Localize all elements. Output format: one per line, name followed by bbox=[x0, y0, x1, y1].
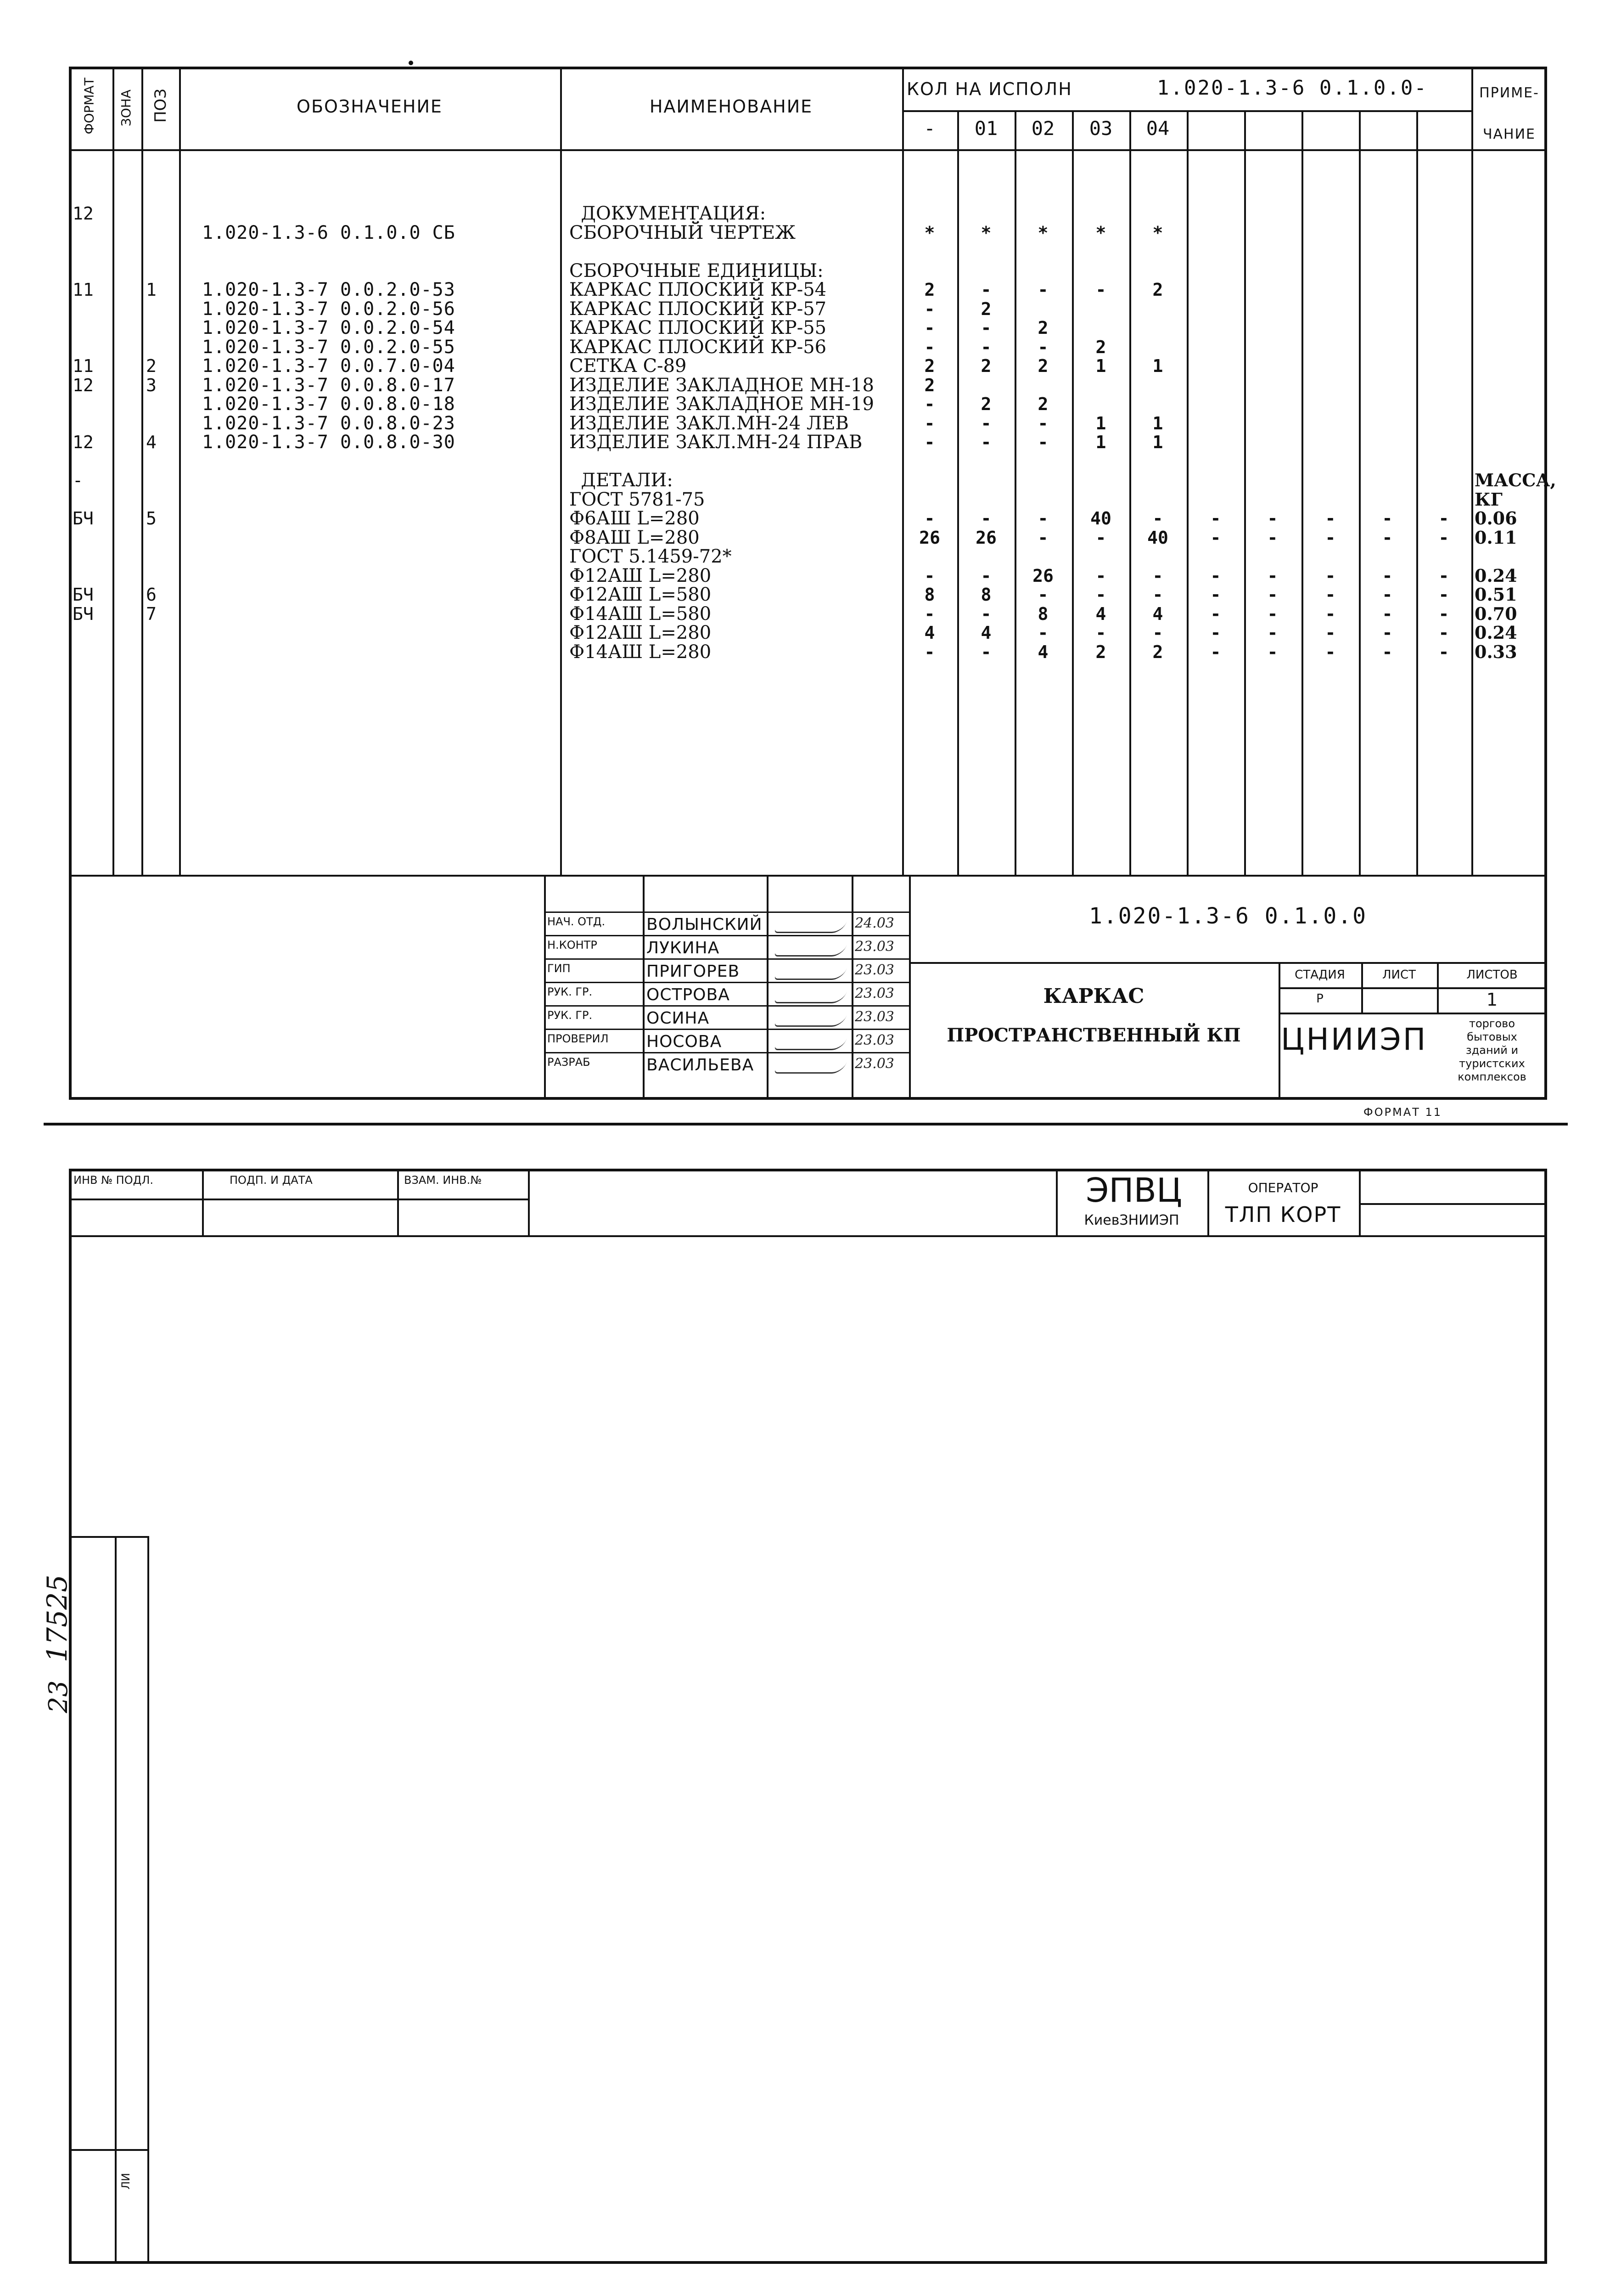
row-name: Ф14АШ L=280 bbox=[569, 642, 712, 663]
sheets-label: ЛИСТОВ bbox=[1466, 968, 1518, 982]
org-description bbox=[1437, 1017, 1547, 1084]
row-qty: - bbox=[1038, 337, 1049, 357]
row-qty: - bbox=[1152, 508, 1163, 529]
row-extra-qty: - bbox=[1325, 508, 1336, 529]
row-designation: 1.020-1.3-7 0.0.2.0-53 bbox=[202, 279, 455, 300]
signer-name: ОСТРОВА bbox=[646, 985, 730, 1004]
signer-line bbox=[544, 912, 909, 913]
row-extra-qty: - bbox=[1325, 528, 1336, 548]
row-qty: 8 bbox=[1038, 604, 1049, 624]
signature-mark bbox=[774, 968, 847, 980]
row-qty: 1 bbox=[1152, 432, 1163, 452]
row-extra-qty: - bbox=[1267, 604, 1278, 624]
variant-header-3: 03 bbox=[1089, 117, 1113, 140]
signature-mark bbox=[774, 945, 847, 957]
side-col-line bbox=[115, 1536, 117, 2264]
side-col-bottom-line bbox=[69, 2149, 149, 2151]
row-qty: 26 bbox=[976, 528, 997, 548]
row-name: КАРКАС ПЛОСКИЙ КР-56 bbox=[569, 337, 827, 358]
row-qty: - bbox=[924, 394, 935, 414]
side-small-mark: ЛИ bbox=[119, 2173, 132, 2189]
signer-name: ПРИГОРЕВ bbox=[646, 962, 740, 981]
row-extra-qty: - bbox=[1267, 566, 1278, 586]
row-extra-qty: - bbox=[1210, 566, 1221, 586]
row-qty: 2 bbox=[1095, 337, 1106, 357]
col-line-pos bbox=[179, 67, 181, 875]
row-designation: 1.020-1.3-7 0.0.7.0-04 bbox=[202, 355, 455, 377]
name-header: НАИМЕНОВАНИЕ bbox=[649, 96, 813, 117]
row-qty: - bbox=[1038, 528, 1049, 548]
signer-line bbox=[544, 935, 909, 936]
row-format: БЧ bbox=[73, 604, 94, 624]
row-qty: - bbox=[981, 280, 992, 300]
row-qty: * bbox=[1038, 223, 1049, 243]
row-extra-qty: - bbox=[1267, 623, 1278, 643]
row-pos: 1 bbox=[146, 280, 157, 300]
stamp-col-3 bbox=[528, 1169, 530, 1235]
row-pos: 5 bbox=[146, 508, 157, 529]
row-qty: 2 bbox=[981, 394, 992, 414]
signature-mark bbox=[774, 1062, 847, 1074]
row-pos: 7 bbox=[146, 604, 157, 624]
row-extra-qty: - bbox=[1438, 623, 1449, 643]
format-note: ФОРМАТ 11 bbox=[1363, 1106, 1442, 1119]
row-qty: - bbox=[924, 318, 935, 338]
signer-date: 23.03 bbox=[855, 1056, 894, 1072]
row-qty: - bbox=[1095, 528, 1106, 548]
row-extra-qty: - bbox=[1267, 528, 1278, 548]
row-format: 11 bbox=[73, 280, 94, 300]
row-designation: 1.020-1.3-7 0.0.8.0-30 bbox=[202, 432, 455, 453]
tb-left-line bbox=[544, 875, 546, 1100]
tb-name-line bbox=[767, 875, 769, 1100]
row-extra-qty: - bbox=[1325, 642, 1336, 662]
col-line-q7 bbox=[1301, 110, 1303, 875]
signer-date: 23.03 bbox=[855, 939, 894, 955]
row-designation: 1.020-1.3-7 0.0.2.0-56 bbox=[202, 298, 455, 320]
signer-role: РУК. ГР. bbox=[547, 985, 593, 998]
row-qty: 2 bbox=[1152, 642, 1163, 662]
variant-header-1: 01 bbox=[974, 117, 998, 140]
row-qty: 2 bbox=[981, 299, 992, 319]
col-line-zone bbox=[141, 67, 143, 875]
stamp-col-1 bbox=[202, 1169, 204, 1235]
signer-name: ОСИНА bbox=[646, 1009, 710, 1028]
col-line-q1 bbox=[957, 110, 959, 875]
signer-name: ВАСИЛЬЕВА bbox=[646, 1056, 754, 1075]
operator-mid-line bbox=[1359, 1203, 1547, 1205]
org-desc-line: бытовых bbox=[1467, 1030, 1517, 1043]
replace-label: ВЗАМ. ИНВ.№ bbox=[404, 1174, 482, 1187]
row-qty: 4 bbox=[981, 623, 992, 643]
row-extra-qty: - bbox=[1438, 566, 1449, 586]
row-qty: - bbox=[924, 642, 935, 662]
row-qty: 1 bbox=[1152, 356, 1163, 376]
row-name: ИЗДЕЛИЕ ЗАКЛАДНОЕ МН-18 bbox=[569, 375, 874, 396]
row-qty: - bbox=[1095, 280, 1106, 300]
signer-date: 23.03 bbox=[855, 962, 894, 978]
row-designation: 1.020-1.3-7 0.0.8.0-17 bbox=[202, 375, 455, 396]
stamp-col-2 bbox=[397, 1169, 399, 1235]
row-qty: - bbox=[924, 299, 935, 319]
signer-line bbox=[544, 1029, 909, 1030]
row-name: ГОСТ 5781-75 bbox=[569, 489, 705, 510]
qty-header: КОЛ НА ИСПОЛН bbox=[907, 79, 1072, 99]
row-pos: 3 bbox=[146, 375, 157, 395]
row-name: Ф12АШ L=280 bbox=[569, 622, 712, 643]
signer-role: ПРОВЕРИЛ bbox=[547, 1032, 609, 1045]
row-qty: - bbox=[981, 318, 992, 338]
row-qty: - bbox=[1038, 585, 1049, 605]
tb-sign-line bbox=[852, 875, 853, 1100]
col-line-q8 bbox=[1359, 110, 1361, 875]
row-qty: 4 bbox=[924, 623, 935, 643]
org-desc-line: туристских bbox=[1459, 1057, 1525, 1070]
row-extra-qty: - bbox=[1382, 642, 1393, 662]
row-name: ИЗДЕЛИЕ ЗАКЛ.МН-24 ЛЕВ bbox=[569, 413, 849, 434]
signature-mark bbox=[774, 922, 847, 933]
side-sub-number: 23 bbox=[44, 1680, 73, 1713]
row-name: СБОРОЧНЫЕ ЕДИНИЦЫ: bbox=[569, 260, 824, 281]
row-name: Ф8АШ L=280 bbox=[569, 527, 700, 548]
side-number: 17525 bbox=[41, 1575, 73, 1662]
row-qty: - bbox=[1152, 585, 1163, 605]
row-qty: - bbox=[924, 508, 935, 529]
col-line-q6 bbox=[1244, 110, 1246, 875]
epvc-label: ЭПВЦ bbox=[1086, 1171, 1182, 1210]
org-desc-line: комплексов bbox=[1458, 1070, 1526, 1083]
tb-code-bottom bbox=[909, 962, 1547, 964]
row-qty: 1 bbox=[1095, 432, 1106, 452]
row-qty: - bbox=[981, 508, 992, 529]
row-name: Ф14АШ L=580 bbox=[569, 603, 712, 625]
row-extra-qty: - bbox=[1210, 585, 1221, 605]
format-header: ФОРМАТ bbox=[81, 78, 97, 135]
col-line-q5 bbox=[1187, 110, 1189, 875]
row-name: ГОСТ 5.1459-72* bbox=[569, 546, 732, 567]
row-qty: 26 bbox=[1032, 566, 1054, 586]
signature-mark bbox=[774, 1039, 847, 1050]
row-pos: 2 bbox=[146, 356, 157, 376]
row-qty: - bbox=[924, 413, 935, 433]
signer-line bbox=[544, 958, 909, 960]
row-pos: 6 bbox=[146, 585, 157, 605]
tb-stage-left bbox=[1279, 962, 1280, 1100]
row-qty: 1 bbox=[1152, 413, 1163, 433]
row-extra-qty: - bbox=[1210, 528, 1221, 548]
row-qty: 2 bbox=[1038, 394, 1049, 414]
row-name: Ф12АШ L=280 bbox=[569, 565, 712, 586]
row-qty: - bbox=[981, 642, 992, 662]
row-qty: 2 bbox=[924, 375, 935, 395]
row-qty: 40 bbox=[1147, 528, 1168, 548]
title-line-2: ПРОСТРАНСТВЕННЫЙ КП bbox=[947, 1024, 1241, 1046]
stage-value: Р bbox=[1316, 992, 1324, 1006]
row-extra-qty: - bbox=[1210, 508, 1221, 529]
row-name: СЕТКА С-89 bbox=[569, 355, 687, 377]
col-line-des bbox=[560, 67, 562, 875]
zone-header: ЗОНА bbox=[118, 89, 134, 127]
row-qty: 2 bbox=[1038, 356, 1049, 376]
variant-header-2: 02 bbox=[1031, 117, 1055, 140]
signer-role: РУК. ГР. bbox=[547, 1009, 593, 1022]
row-designation: 1.020-1.3-6 0.1.0.0 СБ bbox=[202, 222, 455, 243]
row-extra-qty: - bbox=[1438, 585, 1449, 605]
operator-label: ОПЕРАТОР bbox=[1248, 1180, 1318, 1195]
row-qty: 8 bbox=[981, 585, 992, 605]
signer-line bbox=[544, 1005, 909, 1007]
row-qty: 2 bbox=[924, 280, 935, 300]
org-desc-line: зданий и bbox=[1465, 1044, 1519, 1057]
side-column bbox=[69, 1536, 149, 2264]
row-qty: - bbox=[1038, 413, 1049, 433]
sheet-separator bbox=[44, 1123, 1568, 1125]
row-extra-qty: - bbox=[1267, 642, 1278, 662]
col-line-name bbox=[902, 67, 904, 875]
row-note: 0.11 bbox=[1475, 527, 1517, 548]
row-extra-qty: - bbox=[1382, 566, 1393, 586]
doc-code: 1.020-1.3-6 0.1.0.0 bbox=[1088, 903, 1368, 929]
sign-date-label: ПОДП. И ДАТА bbox=[230, 1174, 313, 1187]
row-note: 0.70 bbox=[1475, 603, 1517, 624]
pos-header: ПОЗ bbox=[151, 88, 170, 123]
row-extra-qty: - bbox=[1382, 528, 1393, 548]
lower-header-line bbox=[69, 1235, 1547, 1237]
row-qty: 4 bbox=[1038, 642, 1049, 662]
note-header-2: ЧАНИЕ bbox=[1482, 126, 1536, 142]
row-extra-qty: - bbox=[1210, 623, 1221, 643]
row-qty: - bbox=[981, 604, 992, 624]
row-note: 0.24 bbox=[1475, 565, 1517, 586]
col-line-q3 bbox=[1072, 110, 1074, 875]
row-format: - bbox=[73, 470, 83, 490]
signer-name: НОСОВА bbox=[646, 1032, 722, 1051]
col-line-q9 bbox=[1416, 110, 1418, 875]
row-qty: 1 bbox=[1095, 413, 1106, 433]
row-qty: * bbox=[1152, 223, 1163, 243]
row-note: 0.51 bbox=[1475, 584, 1517, 605]
operator-col-2 bbox=[1359, 1169, 1361, 1235]
row-qty: - bbox=[981, 413, 992, 433]
row-name: ИЗДЕЛИЕ ЗАКЛ.МН-24 ПРАВ bbox=[569, 432, 863, 453]
row-extra-qty: - bbox=[1382, 585, 1393, 605]
row-qty: - bbox=[1095, 566, 1106, 586]
signer-date: 23.03 bbox=[855, 985, 894, 1002]
row-name: Ф6АШ L=280 bbox=[569, 508, 700, 529]
row-qty: 2 bbox=[981, 356, 992, 376]
col-line-note bbox=[1471, 67, 1473, 875]
row-qty: - bbox=[924, 432, 935, 452]
row-extra-qty: - bbox=[1267, 585, 1278, 605]
designation-header: ОБОЗНАЧЕНИЕ bbox=[297, 96, 443, 117]
row-qty: - bbox=[1095, 623, 1106, 643]
row-name: Ф12АШ L=580 bbox=[569, 584, 712, 605]
row-extra-qty: - bbox=[1267, 508, 1278, 529]
signer-line bbox=[544, 982, 909, 983]
row-qty: * bbox=[1095, 223, 1106, 243]
signer-role: Н.КОНТР bbox=[547, 939, 597, 951]
row-qty: - bbox=[1152, 566, 1163, 586]
row-qty: 2 bbox=[1152, 280, 1163, 300]
row-name: КАРКАС ПЛОСКИЙ КР-57 bbox=[569, 298, 827, 320]
row-qty: 1 bbox=[1095, 356, 1106, 376]
row-qty: - bbox=[981, 566, 992, 586]
signer-line bbox=[544, 1052, 909, 1053]
table-bottom-line bbox=[69, 875, 1547, 877]
signer-role: ГИП bbox=[547, 962, 571, 975]
row-qty: 2 bbox=[924, 356, 935, 376]
row-qty: 40 bbox=[1090, 508, 1111, 529]
row-qty: - bbox=[1095, 585, 1106, 605]
tb-stage-mid bbox=[1279, 987, 1547, 989]
tb-stage-bottom bbox=[1279, 1013, 1547, 1014]
row-name: ДЕТАЛИ: bbox=[569, 470, 673, 491]
row-qty: - bbox=[1038, 508, 1049, 529]
row-note: 0.24 bbox=[1475, 622, 1517, 643]
variant-header-0: - bbox=[924, 117, 936, 140]
row-format: 12 bbox=[73, 375, 94, 395]
signer-name: ЛУКИНА bbox=[646, 939, 720, 957]
row-extra-qty: - bbox=[1382, 508, 1393, 529]
row-qty: - bbox=[924, 566, 935, 586]
row-pos: 4 bbox=[146, 432, 157, 452]
row-qty: - bbox=[1038, 432, 1049, 452]
row-qty: - bbox=[981, 432, 992, 452]
signature-mark bbox=[774, 1015, 847, 1027]
row-name: ИЗДЕЛИЕ ЗАКЛАДНОЕ МН-19 bbox=[569, 394, 874, 415]
note-header-1: ПРИМЕ- bbox=[1479, 85, 1539, 101]
row-qty: - bbox=[1038, 623, 1049, 643]
row-qty: - bbox=[1038, 280, 1049, 300]
row-designation: 1.020-1.3-7 0.0.8.0-18 bbox=[202, 394, 455, 415]
sheets-value: 1 bbox=[1486, 990, 1498, 1010]
org-desc-line: торгово bbox=[1469, 1017, 1515, 1030]
row-designation: 1.020-1.3-7 0.0.8.0-23 bbox=[202, 413, 455, 434]
row-name: КАРКАС ПЛОСКИЙ КР-54 bbox=[569, 279, 827, 300]
row-format: 11 bbox=[73, 356, 94, 376]
row-qty: * bbox=[981, 223, 992, 243]
signature-mark bbox=[774, 992, 847, 1003]
lower-sheet-frame bbox=[69, 1169, 1547, 2264]
signer-date: 23.03 bbox=[855, 1009, 894, 1025]
row-extra-qty: - bbox=[1438, 528, 1449, 548]
row-extra-qty: - bbox=[1325, 566, 1336, 586]
title-line-1: КАРКАС bbox=[1043, 985, 1144, 1008]
row-format: БЧ bbox=[73, 585, 94, 605]
row-note: МАССА, bbox=[1475, 470, 1556, 490]
col-line-format bbox=[112, 67, 114, 875]
border-dot bbox=[409, 61, 413, 65]
row-note: 0.33 bbox=[1475, 642, 1517, 662]
variant-header-4: 04 bbox=[1146, 117, 1170, 140]
row-extra-qty: - bbox=[1325, 623, 1336, 643]
row-extra-qty: - bbox=[1210, 642, 1221, 662]
inv-label: ИНВ № ПОДЛ. bbox=[73, 1174, 154, 1187]
row-qty: 2 bbox=[1038, 318, 1049, 338]
row-designation: 1.020-1.3-7 0.0.2.0-55 bbox=[202, 337, 455, 358]
stamp-label-line bbox=[69, 1199, 528, 1200]
row-format: 12 bbox=[73, 432, 94, 452]
row-note: КГ bbox=[1475, 489, 1503, 510]
row-name: КАРКАС ПЛОСКИЙ КР-55 bbox=[569, 317, 827, 338]
row-qty: 26 bbox=[919, 528, 940, 548]
row-format: 12 bbox=[73, 203, 94, 224]
signer-date: 23.03 bbox=[855, 1032, 894, 1048]
row-qty: - bbox=[1152, 623, 1163, 643]
row-extra-qty: - bbox=[1210, 604, 1221, 624]
row-name: ДОКУМЕНТАЦИЯ: bbox=[569, 203, 766, 224]
row-extra-qty: - bbox=[1382, 623, 1393, 643]
signer-role: РАЗРАБ bbox=[547, 1056, 590, 1069]
row-extra-qty: - bbox=[1438, 642, 1449, 662]
header-bottom-line bbox=[69, 149, 1547, 151]
row-qty: 4 bbox=[1095, 604, 1106, 624]
row-qty: * bbox=[924, 223, 935, 243]
col-line-q4 bbox=[1129, 110, 1131, 875]
row-extra-qty: - bbox=[1325, 604, 1336, 624]
row-name: СБОРОЧНЫЙ ЧЕРТЕЖ bbox=[569, 222, 796, 243]
col-line-q2 bbox=[1015, 110, 1016, 875]
row-qty: 2 bbox=[1095, 642, 1106, 662]
signer-role: НАЧ. ОТД. bbox=[547, 915, 606, 928]
row-qty: - bbox=[981, 337, 992, 357]
row-extra-qty: - bbox=[1438, 604, 1449, 624]
row-format: БЧ bbox=[73, 508, 94, 529]
sheet-label: ЛИСТ bbox=[1382, 968, 1416, 982]
qty-code: 1.020-1.3-6 0.1.0.0- bbox=[1157, 76, 1428, 100]
row-qty: 4 bbox=[1152, 604, 1163, 624]
row-designation: 1.020-1.3-7 0.0.2.0-54 bbox=[202, 317, 455, 338]
org-name: ЦНИИЭП bbox=[1281, 1022, 1428, 1057]
operator-value: ТЛП КОРТ bbox=[1225, 1202, 1341, 1227]
row-extra-qty: - bbox=[1382, 604, 1393, 624]
row-qty: - bbox=[924, 337, 935, 357]
row-qty: - bbox=[924, 604, 935, 624]
row-note: 0.06 bbox=[1475, 508, 1517, 529]
tb-role-line bbox=[643, 875, 645, 1100]
stage-label: СТАДИЯ bbox=[1295, 968, 1345, 982]
row-extra-qty: - bbox=[1325, 585, 1336, 605]
signer-name: ВОЛЫНСКИЙ bbox=[646, 915, 763, 934]
signer-date: 24.03 bbox=[855, 915, 894, 931]
row-extra-qty: - bbox=[1438, 508, 1449, 529]
row-qty: 8 bbox=[924, 585, 935, 605]
epvc-sub: КиевЗНИИЭП bbox=[1084, 1212, 1179, 1228]
